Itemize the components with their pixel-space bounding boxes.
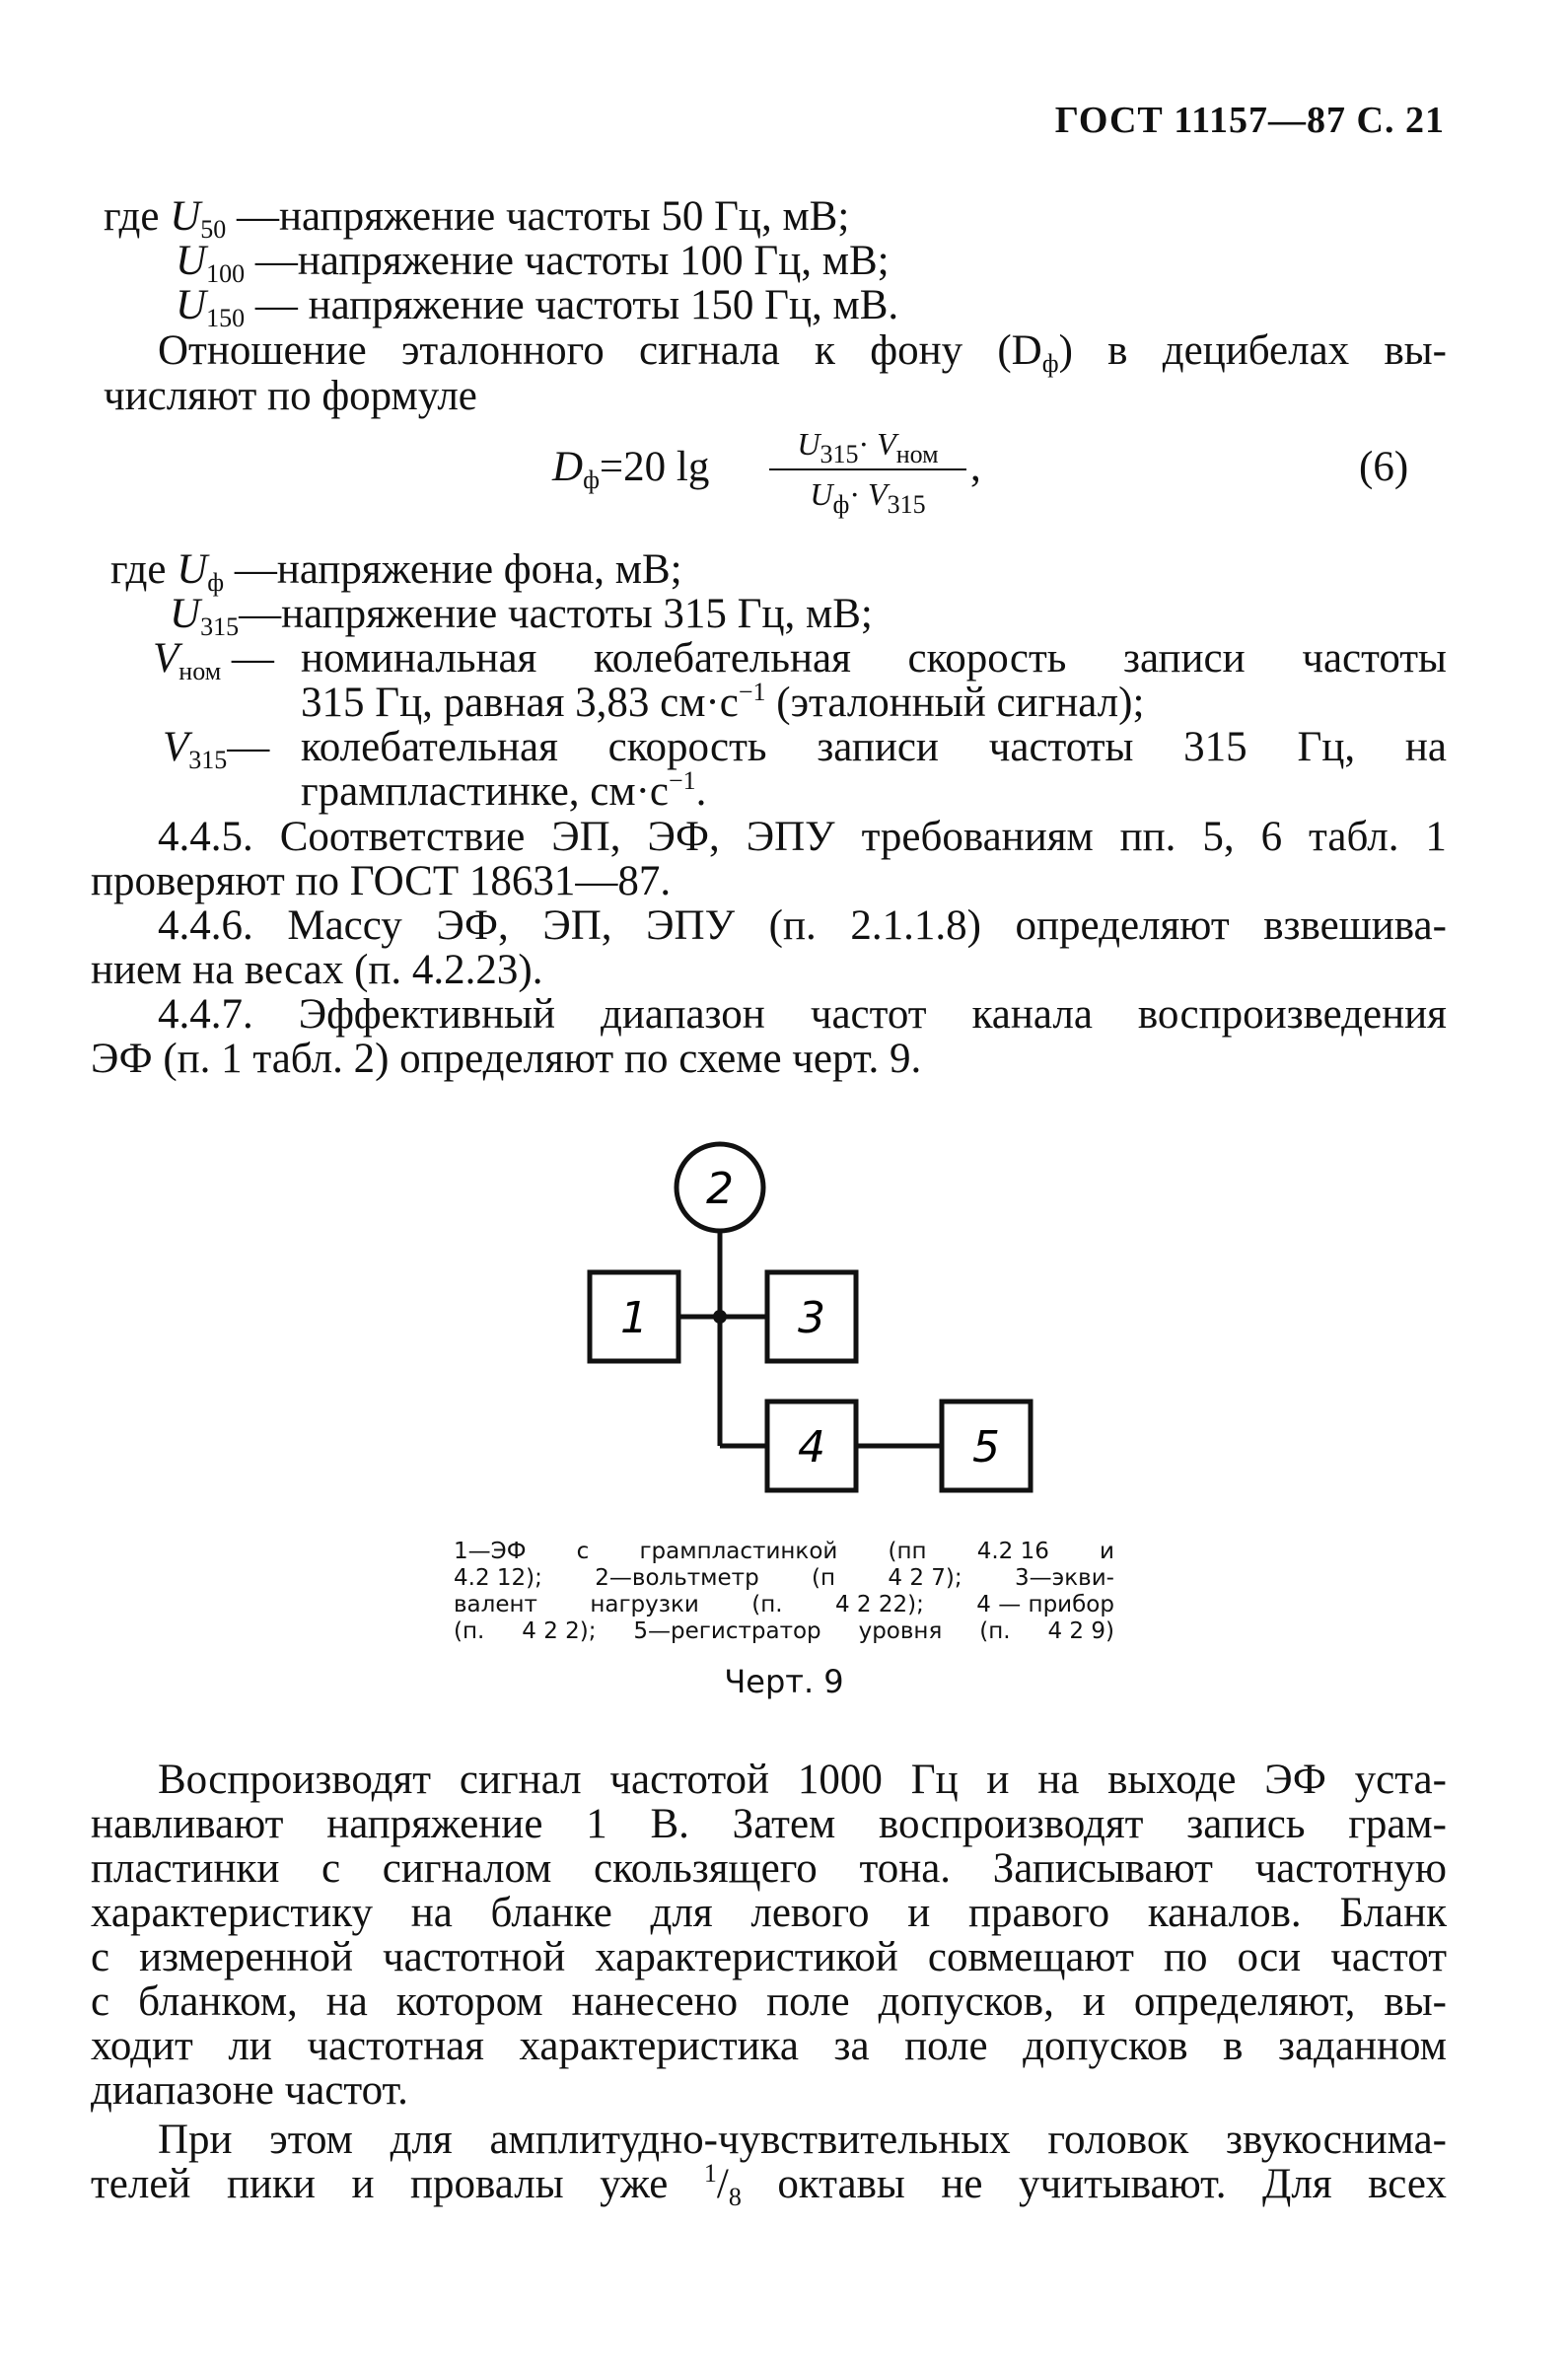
definition-u315: $U_{315}—напряжение$ частоты 315 Гц, мВ; [170, 591, 873, 641]
clause-4-4-7-line1: 4.4.7. Эффективный диапазон частот канала воспроизведения [158, 991, 1447, 1038]
block-1-label: 1 [620, 1293, 648, 1343]
formula-lhs: $D_ф=20$ lg [552, 444, 710, 494]
play-paragraph-last-line: диапазоне частот. [91, 2067, 408, 2114]
play-paragraph-line: Воспроизводят сигнал частотой 1000 Гц и на выходе ЭФ уста- [158, 1757, 1447, 1803]
play-paragraph-line: характеристику на бланке для левого и правого каналов. Бланк [91, 1890, 1447, 1936]
definition-v315-symbol: $V_{315}—$ [163, 724, 270, 774]
play-paragraph-line: навливают напряжение 1 В. Затем воспроизводят запись грам- [91, 1801, 1447, 1847]
play-paragraph-line: с измеренной частотной характеристикой совмещают по оси частот [91, 1934, 1447, 1980]
caption-row: 4.2 12); 2—вольтметр (п 4 2 7); 3—экви- [454, 1565, 1114, 1591]
play-paragraph-line: ходит ли частотная характеристика за поле допусков в заданном [91, 2023, 1447, 2069]
definition-u100: $U_{100}$ —напряжение частоты 100 Гц, мВ; [176, 238, 890, 288]
peaks-paragraph-line1: При этом для амплитудно-чувствительных головок звукоснима- [158, 2117, 1447, 2163]
junction-dot [713, 1310, 727, 1324]
peaks-paragraph-line2: телей пики и провалы уже $^1/_8$ октавы не учитывают. Для всех [91, 2159, 1447, 2211]
clause-4-4-7-line2: ЭФ (п. 1 табл. 2) определяют по схеме черт. 9. [91, 1036, 922, 1082]
block-3-label: 3 [798, 1293, 825, 1343]
clause-4-4-5-line1: 4.4.5. Соответствие ЭП, ЭФ, ЭПУ требованиям пп. 5, 6 табл. 1 [158, 814, 1447, 860]
block-5-label: 5 [972, 1422, 1000, 1473]
fraction-one-eighth: $^1/_8$ [703, 2159, 742, 2211]
formula-number: (6) [1359, 444, 1409, 490]
formula-numerator: $U_{315}\cdot V_{ном}$ [769, 426, 966, 470]
formula-trailing-comma: , [970, 444, 981, 490]
page-header: ГОСТ 11157—87 С. 21 [1054, 100, 1445, 141]
definition-vnom-symbol: $V_{ном}$ — [153, 635, 274, 685]
definition-v315-line2: грампластинке, $см\cdot с^{-1}$. [301, 766, 707, 815]
definition-u150: $U_{150}$ — напряжение частоты 150 Гц, мВ. [176, 282, 899, 332]
caption-row: валент нагрузки (п. 4 2 22); 4 — прибор [454, 1592, 1114, 1617]
definition-vnom-line2: 315 Гц, равная 3,83 $см\cdot с^{-1}$ (эталонный сигнал); [301, 678, 1145, 726]
definition-uf: где $U_ф$ —напряжение фона, мВ; [110, 546, 682, 597]
clause-4-4-6-line1: 4.4.6. Массу ЭФ, ЭП, ЭПУ (п. 2.1.1.8) определяют взвешива- [158, 902, 1447, 949]
clause-4-4-5-line2: проверяют по ГОСТ 18631—87. [91, 858, 672, 904]
block-4-label: 4 [798, 1422, 825, 1473]
definition-u50: где $U_{50}$ —напряжение частоты 50 Гц, мВ; [104, 193, 850, 244]
caption-row: 1—ЭФ с грампластинкой (пп 4.2 16 и [454, 1539, 1114, 1564]
ratio-paragraph-line1: Отношение эталонного сигнала к фону $(D_ф)$ в децибелах вы- [158, 327, 1447, 378]
figure-title: Черт. 9 [724, 1663, 844, 1700]
clause-4-4-6-line2: нием на весах (п. 4.2.23). [91, 947, 543, 993]
caption-row: (п. 4 2 2); 5—регистратор уровня (п. 4 2 9) [454, 1618, 1114, 1644]
figure-caption [454, 1539, 1114, 1645]
ratio-paragraph-line2: числяют по формуле [104, 373, 477, 419]
play-paragraph-line: пластинки с сигналом скользящего тона. Записывают частотную [91, 1845, 1447, 1892]
block-2-label: 2 [706, 1164, 734, 1214]
formula-denominator: $U_ф\cdot V_{315}$ [810, 476, 926, 519]
definition-vnom-line1: номинальная колебательная скорость записи частоты [301, 635, 1447, 682]
play-paragraph-line: с бланком, на котором нанесено поле допусков, и определяют, вы- [91, 1978, 1447, 2025]
definition-v315-line1: колебательная скорость записи частоты 315 Гц, на [301, 724, 1447, 770]
